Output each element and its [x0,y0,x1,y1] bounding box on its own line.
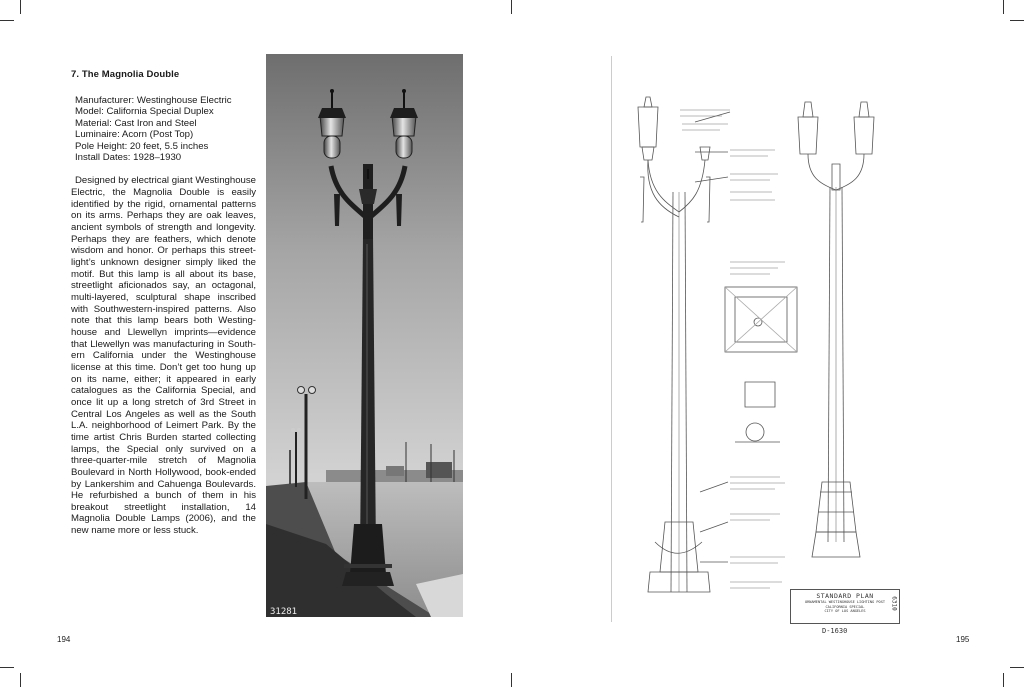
spec-luminaire: Luminaire: Acorn (Post Top) [75,129,194,141]
spec-manufacturer: Manufacturer: Westinghouse Electric [75,95,232,106]
standard-plan-drawing [610,52,914,632]
photo-stamp: 31281 [270,607,298,617]
crop-mark [1010,667,1024,668]
spec-model: Model: California Special Duplex [75,106,214,118]
crop-mark [1003,673,1004,687]
page-number-right: 195 [956,635,970,644]
crop-mark [20,0,21,14]
spec-pole-height: Pole Height: 20 feet, 5.5 inches [75,140,209,152]
sheet-number: 6310 [890,596,898,611]
plan-subtitle: ORNAMENTAL WESTINGHOUSE LIGHTING POST [804,600,886,604]
crop-mark [1010,20,1024,21]
entry-title: 7. The Magnolia Double [71,69,180,80]
streetlight-photograph [266,54,463,617]
plan-line-3: CITY OF LOS ANGELES [824,609,866,614]
spec-material: Material: Cast Iron and Steel [75,117,197,129]
page-number-left: 194 [57,635,71,644]
plan-title: STANDARD PLAN [816,592,874,600]
entry-text-column [71,69,256,537]
crop-mark [0,667,14,668]
crop-mark [511,673,512,687]
title-block [790,589,900,624]
entry-body-paragraph: Designed by electrical giant Westinghouse Electric, the Magnolia Double is easily identified by the rigid, ornamental patterns on its arms. Perhaps they are oak leaves, ancient symbols of strength and longevity. Perhaps they are feathers, which denote wisdom and honor. Or perhaps this streetlight’s unknown designer simply liked the motif. But this lamp is all about its base, streetlight aficionados say, an octagonal, multi-layered, sculptural shape inscribed with Southwestern-inspired patterns. Also note that this lamp bears both Westinghouse and Llewellyn imprints—evidence that Llewellyn was manufacturing in Southern California under the Westinghouse license at this time. Don’t get too hung up on its name, either; it appeared in early catalogues as the California Special, and once lit up a long stretch of 3rd Street in Central Los Angeles as well as the South L.A. neighborhood of Leimert Park. By the time artist Chris Burden started collecting lamps, the Special only survived on a three-quarter-mile stretch of Magnolia Boulevard in North Hollywood, book-ended by Lankershim and Cahuenga Boulevards. He refurbished a bunch of them in his breakout streetlight installation, 14 Magnolia Double Lamps (2006), and the new name more or less stuck. [71,175,256,537]
crop-mark [20,673,21,687]
spec-install-dates: Install Dates: 1928–1930 [75,152,182,164]
crop-mark [1003,0,1004,14]
spec-list [75,95,256,163]
drawing-number: D-1630 [822,627,848,635]
plan-line-2: CALIFORNIA SPECIAL [825,604,865,609]
crop-mark [511,0,512,14]
crop-mark [0,20,14,21]
